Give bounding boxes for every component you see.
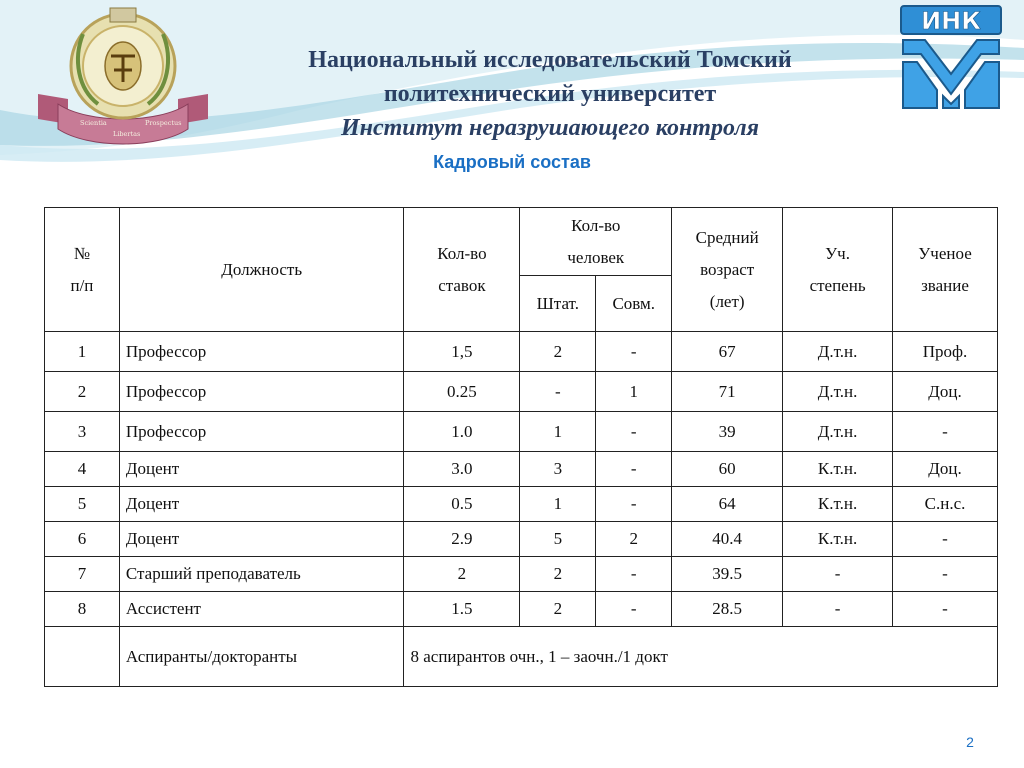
cell-part-time: - — [596, 452, 672, 487]
cell-part-time: 2 — [596, 522, 672, 557]
cell-num: 8 — [45, 592, 120, 627]
cell-staff: 1 — [520, 412, 596, 452]
header-people: Кол-во человек — [520, 208, 672, 276]
cell-num: 4 — [45, 452, 120, 487]
cell-staff: 5 — [520, 522, 596, 557]
cell-title: - — [893, 522, 998, 557]
university-title-line-2: политехнический университет — [383, 81, 717, 107]
header-position: Должность — [119, 208, 404, 332]
cell-position: Старший преподаватель — [119, 557, 404, 592]
table-row — [45, 487, 998, 522]
table-row — [45, 412, 998, 452]
table-row — [45, 372, 998, 412]
cell-rates: 2 — [404, 557, 520, 592]
cell-degree: Д.т.н. — [783, 332, 893, 372]
cell-age: 40.4 — [672, 522, 783, 557]
cell-age: 60 — [672, 452, 783, 487]
cell-graduate-students: Аспиранты/докторанты — [119, 627, 404, 687]
cell-num: 2 — [45, 372, 120, 412]
cell-rates: 1.0 — [404, 412, 520, 452]
cell-title: С.н.с. — [893, 487, 998, 522]
ink-logo-text: ИНК — [921, 7, 981, 35]
cell-age: 71 — [672, 372, 783, 412]
cell-age: 39.5 — [672, 557, 783, 592]
cell-part-time: - — [596, 332, 672, 372]
cell-part-time: - — [596, 557, 672, 592]
cell-rates: 3.0 — [404, 452, 520, 487]
cell-num: 3 — [45, 412, 120, 452]
slide-subtitle: Кадровый состав — [433, 152, 591, 172]
university-emblem-logo — [28, 4, 218, 149]
table-footer-row — [45, 627, 998, 687]
ribbon-text-libertas: Libertas — [113, 130, 141, 138]
cell-position: Доцент — [119, 522, 404, 557]
cell-title: Доц. — [893, 372, 998, 412]
cell-num: 6 — [45, 522, 120, 557]
cell-rates: 1,5 — [404, 332, 520, 372]
cell-staff: 3 — [520, 452, 596, 487]
table-row — [45, 522, 998, 557]
header-rates: Кол-во ставок — [404, 208, 520, 332]
cell-degree: К.т.н. — [783, 452, 893, 487]
ink-institute-logo — [895, 4, 1007, 112]
header-title: Ученое звание — [893, 208, 998, 332]
cell-age: 39 — [672, 412, 783, 452]
cell-part-time: 1 — [596, 372, 672, 412]
cell-staff: 2 — [520, 332, 596, 372]
cell-position: Доцент — [119, 452, 404, 487]
cell-staff: - — [520, 372, 596, 412]
cell-position: Доцент — [119, 487, 404, 522]
cell-part-time: - — [596, 592, 672, 627]
cell-staff: 2 — [520, 557, 596, 592]
cell-part-time: - — [596, 487, 672, 522]
table-row — [45, 557, 998, 592]
cell-title: - — [893, 412, 998, 452]
cell-graduate-note: 8 аспирантов очн., 1 – заочн./1 докт — [404, 627, 998, 687]
cell-title: Проф. — [893, 332, 998, 372]
cell-rates: 0.5 — [404, 487, 520, 522]
header-part-time: Совм. — [596, 276, 672, 332]
ribbon-text-scientia: Scientia — [80, 119, 107, 127]
cell-num: 5 — [45, 487, 120, 522]
table-row — [45, 332, 998, 372]
cell-degree: - — [783, 592, 893, 627]
cell-degree: Д.т.н. — [783, 372, 893, 412]
cell-age: 64 — [672, 487, 783, 522]
cell-age: 28.5 — [672, 592, 783, 627]
cell-position: Профессор — [119, 332, 404, 372]
cell-title: Доц. — [893, 452, 998, 487]
table-row — [45, 452, 998, 487]
header-degree: Уч. степень — [783, 208, 893, 332]
cell-staff: 2 — [520, 592, 596, 627]
university-title-line-1: Национальный исследовательский Томский — [308, 47, 792, 73]
cell-degree: К.т.н. — [783, 487, 893, 522]
cell-num-empty — [45, 627, 120, 687]
cell-rates: 2.9 — [404, 522, 520, 557]
cell-position: Ассистент — [119, 592, 404, 627]
cell-degree: К.т.н. — [783, 522, 893, 557]
cell-num: 7 — [45, 557, 120, 592]
cell-title: - — [893, 592, 998, 627]
cell-rates: 0.25 — [404, 372, 520, 412]
cell-degree: - — [783, 557, 893, 592]
page-number: 2 — [966, 734, 974, 750]
cell-rates: 1.5 — [404, 592, 520, 627]
cell-part-time: - — [596, 412, 672, 452]
header-num: № п/п — [45, 208, 120, 332]
header-avg-age: Средний возраст (лет) — [672, 208, 783, 332]
cell-position: Профессор — [119, 412, 404, 452]
cell-num: 1 — [45, 332, 120, 372]
cell-title: - — [893, 557, 998, 592]
cell-age: 67 — [672, 332, 783, 372]
cell-degree: Д.т.н. — [783, 412, 893, 452]
ribbon-text-prospectus: Prospectus — [145, 119, 182, 127]
table-row — [45, 592, 998, 627]
institute-title: Институт неразрушающего контроля — [340, 115, 760, 141]
cell-position: Профессор — [119, 372, 404, 412]
cell-staff: 1 — [520, 487, 596, 522]
staff-table — [44, 207, 998, 687]
header-staff: Штат. — [520, 276, 596, 332]
